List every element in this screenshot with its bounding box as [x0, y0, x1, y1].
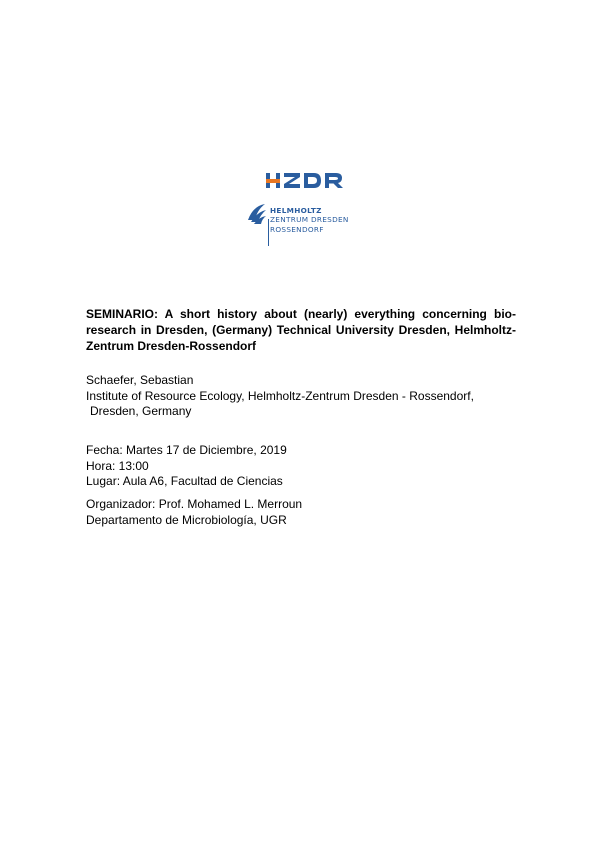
helmholtz-logo-line3: ROSSENDORF [270, 224, 324, 234]
hzdr-logo [264, 170, 354, 190]
helmholtz-logo-text [270, 206, 349, 234]
helmholtz-divider [268, 219, 269, 246]
helmholtz-logo-line2: ZENTRUM DRESDEN [270, 215, 349, 225]
event-location: Lugar: Aula A6, Facultad de Ciencias [86, 474, 283, 488]
speaker-name: Schaefer, Sebastian [86, 373, 194, 387]
event-date: Fecha: Martes 17 de Diciembre, 2019 [86, 443, 287, 457]
event-details [86, 443, 287, 490]
speaker-block [86, 373, 474, 420]
helmholtz-logo-line1: HELMHOLTZ [270, 206, 322, 215]
organizer-name: Organizador: Prof. Mohamed L. Merroun [86, 497, 303, 511]
speaker-affiliation-line2: Dresden, Germany [90, 404, 192, 418]
organizer-department: Departamento de Microbiología, UGR [86, 512, 287, 527]
organizer-block [86, 497, 302, 528]
event-time: Hora: 13:00 [86, 458, 149, 473]
speaker-affiliation-line1: Institute of Resource Ecology, Helmholtz-Zentrum Dresden - Rossendorf, [86, 388, 474, 403]
seminar-title: SEMINARIO: A short history about (nearly) everything concerning bio-research in Dresden, (Germany) Technical University Dresden, Helmholtz-Zentrum Dresden-Rossendorf [86, 307, 516, 353]
